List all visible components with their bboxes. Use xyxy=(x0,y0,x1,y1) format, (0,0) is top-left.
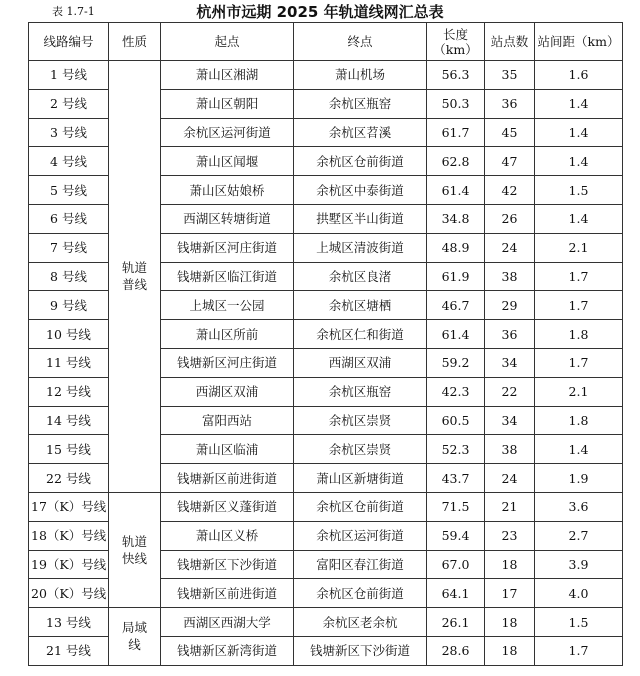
line-id-cell: 8 号线 xyxy=(29,262,109,291)
start-cell: 萧山区湘湖 xyxy=(161,61,294,90)
length-cell: 67.0 xyxy=(427,550,485,579)
end-cell: 萧山机场 xyxy=(294,61,427,90)
end-cell: 余杭区瓶窑 xyxy=(294,89,427,118)
spacing-cell: 1.8 xyxy=(535,406,623,435)
stations-cell: 21 xyxy=(485,492,535,521)
spacing-cell: 1.7 xyxy=(535,291,623,320)
line-id-cell: 6 号线 xyxy=(29,204,109,233)
spacing-cell: 1.4 xyxy=(535,147,623,176)
line-id-cell: 2 号线 xyxy=(29,89,109,118)
line-id-cell: 21 号线 xyxy=(29,636,109,665)
length-cell: 71.5 xyxy=(427,492,485,521)
end-cell: 余杭区瓶窑 xyxy=(294,377,427,406)
length-cell: 62.8 xyxy=(427,147,485,176)
line-id-cell: 17（K）号线 xyxy=(29,492,109,521)
stations-cell: 17 xyxy=(485,579,535,608)
spacing-cell: 1.7 xyxy=(535,636,623,665)
header-end: 终点 xyxy=(294,23,427,61)
end-cell: 余杭区崇贤 xyxy=(294,406,427,435)
end-cell: 余杭区仓前街道 xyxy=(294,492,427,521)
start-cell: 西湖区西湖大学 xyxy=(161,608,294,637)
start-cell: 萧山区闻堰 xyxy=(161,147,294,176)
table-row xyxy=(29,492,623,521)
spacing-cell: 1.5 xyxy=(535,608,623,637)
stations-cell: 29 xyxy=(485,291,535,320)
spacing-cell: 3.6 xyxy=(535,492,623,521)
spacing-cell: 1.4 xyxy=(535,435,623,464)
line-id-cell: 7 号线 xyxy=(29,233,109,262)
line-id-cell: 14 号线 xyxy=(29,406,109,435)
length-cell: 59.2 xyxy=(427,348,485,377)
spacing-cell: 1.7 xyxy=(535,348,623,377)
spacing-cell: 2.7 xyxy=(535,521,623,550)
header-stations: 站点数 xyxy=(485,23,535,61)
line-id-cell: 9 号线 xyxy=(29,291,109,320)
start-cell: 萧山区朝阳 xyxy=(161,89,294,118)
length-cell: 61.4 xyxy=(427,176,485,205)
start-cell: 萧山区临浦 xyxy=(161,435,294,464)
stations-cell: 38 xyxy=(485,262,535,291)
table-number: 表 1.7-1 xyxy=(52,5,95,18)
stations-cell: 42 xyxy=(485,176,535,205)
stations-cell: 38 xyxy=(485,435,535,464)
end-cell: 余杭区仁和街道 xyxy=(294,320,427,349)
length-cell: 48.9 xyxy=(427,233,485,262)
stations-cell: 26 xyxy=(485,204,535,233)
stations-cell: 34 xyxy=(485,348,535,377)
line-id-cell: 5 号线 xyxy=(29,176,109,205)
length-cell: 26.1 xyxy=(427,608,485,637)
end-cell: 萧山区新塘街道 xyxy=(294,464,427,493)
table-row xyxy=(29,608,623,637)
line-id-cell: 4 号线 xyxy=(29,147,109,176)
length-cell: 52.3 xyxy=(427,435,485,464)
table-row xyxy=(29,61,623,90)
length-cell: 56.3 xyxy=(427,61,485,90)
spacing-cell: 4.0 xyxy=(535,579,623,608)
end-cell: 富阳区春江街道 xyxy=(294,550,427,579)
spacing-cell: 1.4 xyxy=(535,118,623,147)
spacing-cell: 1.8 xyxy=(535,320,623,349)
length-cell: 42.3 xyxy=(427,377,485,406)
end-cell: 余杭区崇贤 xyxy=(294,435,427,464)
rail-network-table xyxy=(28,22,623,666)
line-id-cell: 15 号线 xyxy=(29,435,109,464)
stations-cell: 47 xyxy=(485,147,535,176)
length-cell: 61.4 xyxy=(427,320,485,349)
spacing-cell: 1.4 xyxy=(535,204,623,233)
stations-cell: 18 xyxy=(485,550,535,579)
spacing-cell: 1.5 xyxy=(535,176,623,205)
line-id-cell: 12 号线 xyxy=(29,377,109,406)
spacing-cell: 1.9 xyxy=(535,464,623,493)
end-cell: 余杭区仓前街道 xyxy=(294,147,427,176)
stations-cell: 24 xyxy=(485,464,535,493)
header-nature: 性质 xyxy=(109,23,161,61)
start-cell: 钱塘新区下沙街道 xyxy=(161,550,294,579)
length-cell: 34.8 xyxy=(427,204,485,233)
end-cell: 余杭区塘栖 xyxy=(294,291,427,320)
length-cell: 64.1 xyxy=(427,579,485,608)
start-cell: 富阳西站 xyxy=(161,406,294,435)
end-cell: 余杭区苕溪 xyxy=(294,118,427,147)
line-id-cell: 18（K）号线 xyxy=(29,521,109,550)
length-cell: 60.5 xyxy=(427,406,485,435)
stations-cell: 36 xyxy=(485,320,535,349)
line-id-cell: 13 号线 xyxy=(29,608,109,637)
start-cell: 钱塘新区义蓬街道 xyxy=(161,492,294,521)
end-cell: 余杭区仓前街道 xyxy=(294,579,427,608)
start-cell: 钱塘新区前进街道 xyxy=(161,464,294,493)
line-id-cell: 19（K）号线 xyxy=(29,550,109,579)
line-id-cell: 11 号线 xyxy=(29,348,109,377)
table-header xyxy=(29,23,623,61)
line-id-cell: 10 号线 xyxy=(29,320,109,349)
length-cell: 61.9 xyxy=(427,262,485,291)
line-id-cell: 3 号线 xyxy=(29,118,109,147)
nature-cell: 轨道快线 xyxy=(109,492,161,607)
header-start: 起点 xyxy=(161,23,294,61)
start-cell: 萧山区所前 xyxy=(161,320,294,349)
line-id-cell: 1 号线 xyxy=(29,61,109,90)
length-cell: 43.7 xyxy=(427,464,485,493)
start-cell: 西湖区双浦 xyxy=(161,377,294,406)
start-cell: 钱塘新区临江街道 xyxy=(161,262,294,291)
stations-cell: 36 xyxy=(485,89,535,118)
stations-cell: 35 xyxy=(485,61,535,90)
spacing-cell: 2.1 xyxy=(535,233,623,262)
start-cell: 上城区一公园 xyxy=(161,291,294,320)
nature-cell: 局域线 xyxy=(109,608,161,666)
start-cell: 萧山区义桥 xyxy=(161,521,294,550)
stations-cell: 23 xyxy=(485,521,535,550)
stations-cell: 18 xyxy=(485,608,535,637)
nature-cell: 轨道普线 xyxy=(109,61,161,493)
start-cell: 钱塘新区河庄街道 xyxy=(161,233,294,262)
end-cell: 余杭区中泰街道 xyxy=(294,176,427,205)
stations-cell: 34 xyxy=(485,406,535,435)
line-id-cell: 20（K）号线 xyxy=(29,579,109,608)
start-cell: 钱塘新区河庄街道 xyxy=(161,348,294,377)
spacing-cell: 1.6 xyxy=(535,61,623,90)
spacing-cell: 3.9 xyxy=(535,550,623,579)
end-cell: 余杭区良渚 xyxy=(294,262,427,291)
end-cell: 西湖区双浦 xyxy=(294,348,427,377)
spacing-cell: 2.1 xyxy=(535,377,623,406)
length-cell: 50.3 xyxy=(427,89,485,118)
end-cell: 余杭区老余杭 xyxy=(294,608,427,637)
line-id-cell: 22 号线 xyxy=(29,464,109,493)
length-cell: 61.7 xyxy=(427,118,485,147)
table-caption xyxy=(0,0,640,22)
table-body xyxy=(29,61,623,666)
start-cell: 西湖区转塘街道 xyxy=(161,204,294,233)
end-cell: 拱墅区半山街道 xyxy=(294,204,427,233)
header-line-id: 线路编号 xyxy=(29,23,109,61)
end-cell: 余杭区运河街道 xyxy=(294,521,427,550)
start-cell: 余杭区运河街道 xyxy=(161,118,294,147)
spacing-cell: 1.4 xyxy=(535,89,623,118)
stations-cell: 18 xyxy=(485,636,535,665)
header-spacing: 站间距（km） xyxy=(535,23,623,61)
end-cell: 上城区清波街道 xyxy=(294,233,427,262)
length-cell: 59.4 xyxy=(427,521,485,550)
length-cell: 28.6 xyxy=(427,636,485,665)
spacing-cell: 1.7 xyxy=(535,262,623,291)
end-cell: 钱塘新区下沙街道 xyxy=(294,636,427,665)
stations-cell: 24 xyxy=(485,233,535,262)
length-cell: 46.7 xyxy=(427,291,485,320)
stations-cell: 22 xyxy=(485,377,535,406)
table-title: 杭州市远期 2025 年轨道线网汇总表 xyxy=(196,3,444,21)
start-cell: 萧山区姑娘桥 xyxy=(161,176,294,205)
start-cell: 钱塘新区前进街道 xyxy=(161,579,294,608)
stations-cell: 45 xyxy=(485,118,535,147)
start-cell: 钱塘新区新湾街道 xyxy=(161,636,294,665)
header-length: 长度（km） xyxy=(427,23,485,61)
header-row xyxy=(29,23,623,61)
